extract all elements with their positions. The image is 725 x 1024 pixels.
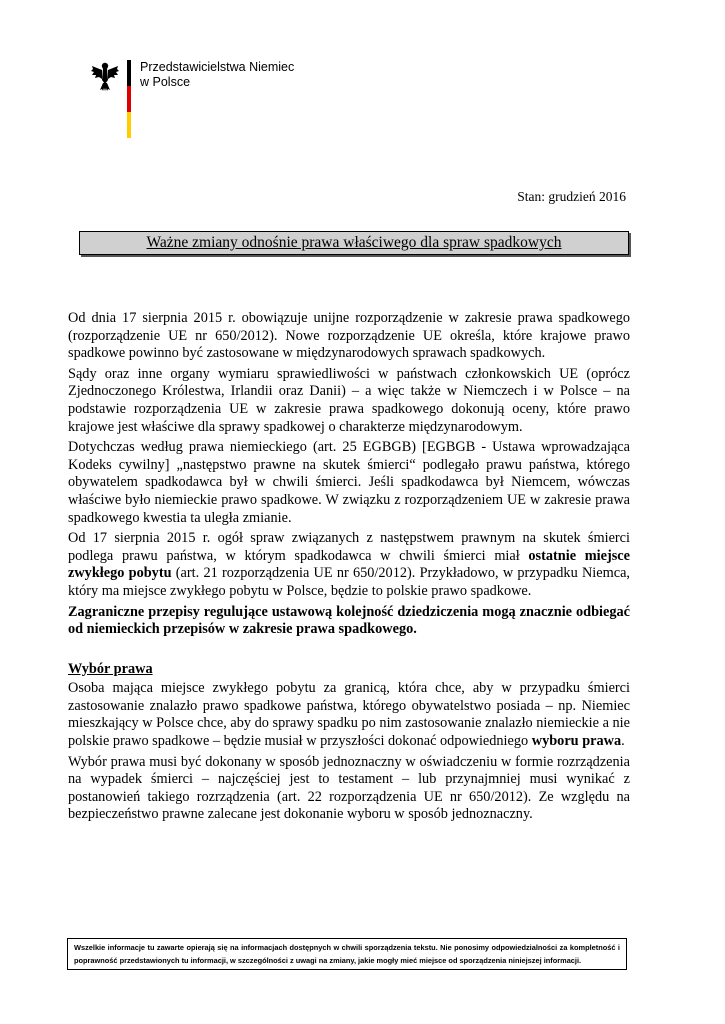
paragraph-2: Sądy oraz inne organy wymiaru sprawiedliwości w państwach członkowskich UE (oprócz Zjednoczonego Królestwa, Irlandii oraz Danii) – a więc także w Niemczech i w Polsce – na podstawie rozporządzenia UE w zakresie prawa spadkowego dokonują oceny, które prawo krajowe jest właściwe dla sprawy spadkowej o charakterze międzynarodowym. xyxy=(68,365,630,435)
warning-paragraph: Zagraniczne przepisy regulujące ustawową kolejność dziedziczenia mogą znacznie odbiegać od niemieckich przepisów w zakresie prawa spadkowego. xyxy=(68,603,630,638)
disclaimer-box: Wszelkie informacje tu zawarte opierają się na informacjach dostępnych w chwili sporządzenia tekstu. Nie ponosimy odpowiedzialności za kompletność i poprawność przedstawionych tu informacji, w szczególności z uwagi na zmiany, jakie mogły mieć miejsce od sporządzenia niniejszej informacji. xyxy=(67,938,627,970)
section-paragraph-1-bold: wyboru prawa xyxy=(531,733,622,750)
org-line-2: w Polsce xyxy=(140,75,191,89)
section-paragraph-1 xyxy=(68,680,630,750)
organization-name xyxy=(140,60,360,90)
flag-stripe-black xyxy=(127,60,131,86)
section-paragraph-1-text-a: Osoba mająca miejsce zwykłego pobytu za granicą, która chce, aby w przypadku śmierci zastosowanie znalazło prawo spadkowe państwa, którego obywatelstwo posiada – np. Niemiec mieszkający w Polsce chce, aby do sprawy spadku po nim zastosowanie znalazło niemieckie a nie polskie prawo spadkowe – będzie musiał w przyszłości dokonać odpowiedniego xyxy=(68,680,630,750)
paragraph-4-text-a: Od 17 sierpnia 2015 r. ogół spraw związanych z następstwem prawnym na skutek śmierci podlega prawu państwa, w którym spadkodawca w chwili śmierci miał xyxy=(68,530,630,564)
paragraph-3: Dotychczas według prawa niemieckiego (art. 25 EGBGB) [EGBGB - Ustawa wprowadzająca Kodeks cywilny] „następstwo prawne na skutek śmierci“ podlegało prawu państwa, którego obywatelem spadkodawca był w chwili śmierci. Jeśli spadkodawca był Niemcem, wówczas właściwe było niemieckie prawo spadkowe. W związku z rozporządzeniem UE w zakresie prawa spadkowego kwestia ta uległa zmianie. xyxy=(68,439,630,526)
org-line-1: Przedstawicielstwa Niemiec xyxy=(140,60,295,74)
title-box xyxy=(79,231,629,255)
section-heading: Wybór prawa xyxy=(68,660,153,677)
paragraph-4 xyxy=(68,530,630,600)
flag-bar xyxy=(127,60,131,138)
document-title: Ważne zmiany odnośnie prawa właściwego dla spraw spadkowych xyxy=(146,234,562,251)
flag-stripe-red xyxy=(127,86,131,112)
federal-eagle-icon xyxy=(90,60,120,92)
paragraph-4-bold: ostatnie miejsce zwykłego pobytu xyxy=(68,547,630,582)
document-date: Stan: grudzień 2016 xyxy=(517,189,626,204)
section-paragraph-2: Wybór prawa musi być dokonany w sposób jednoznaczny w oświadczeniu w formie rozrządzenia na wypadek śmierci – najczęściej jest to testament – lub przynajmniej musi wynikać z postanowień takiego rozrządzenia (art. 22 rozporządzenia UE nr 650/2012). Ze względu na bezpieczeństwo prawne zalecane jest dokonanie wyboru w sposób jednoznaczny. xyxy=(68,753,630,823)
flag-stripe-gold xyxy=(127,112,131,138)
section-paragraph-1-text-b: . xyxy=(621,733,625,750)
paragraph-1: Od dnia 17 sierpnia 2015 r. obowiązuje unijne rozporządzenie w zakresie prawa spadkowego (rozporządzenie UE nr 650/2012). Nowe rozporządzenie UE określa, które krajowe prawo spadkowe powinno być zastosowane w międzynarodowych sprawach spadkowych. xyxy=(68,310,630,362)
document-body xyxy=(68,310,630,827)
paragraph-4-text-b: (art. 21 rozporządzenia UE nr 650/2012). Przykładowo, w przypadku Niemca, który ma miejsce zwykłego pobytu w Polsce, będzie to polskie prawo spadkowe. xyxy=(68,565,630,599)
